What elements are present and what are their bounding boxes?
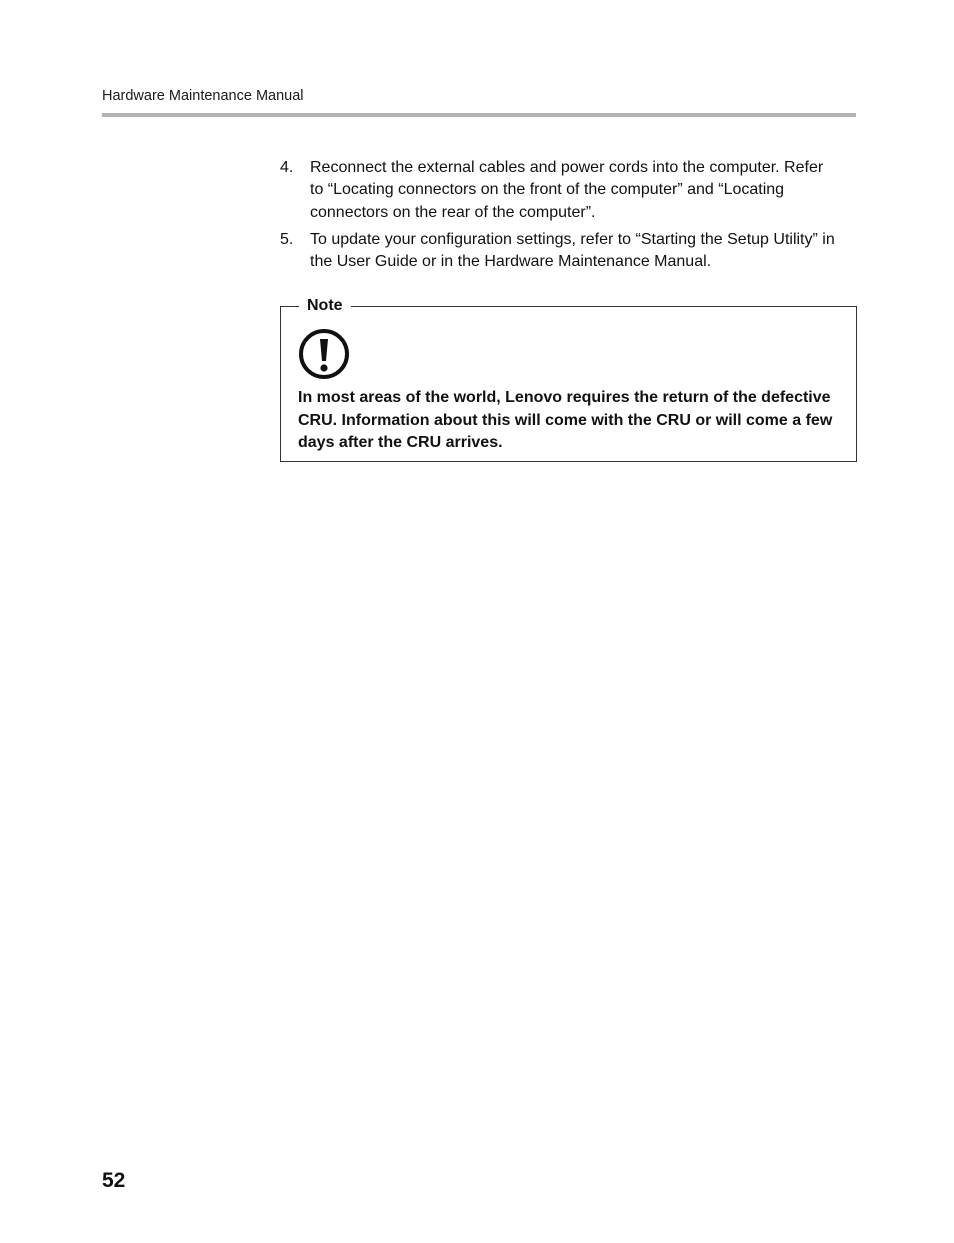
- note-label: Note: [299, 296, 351, 316]
- step-item: [280, 229, 840, 274]
- step-number: 5.: [280, 230, 294, 248]
- header-rule: [102, 113, 856, 117]
- step-item: [280, 157, 840, 224]
- running-header: Hardware Maintenance Manual: [102, 88, 304, 104]
- step-text: To update your configuration settings, refer to “Starting the Setup Utility” in the User Guide or in the Hardware Maintenance Manual.: [310, 230, 835, 271]
- exclamation-circle-icon: [298, 328, 350, 380]
- procedure-steps: [280, 157, 840, 278]
- step-text: Reconnect the external cables and power cords into the computer. Refer to “Locating connectors on the front of the computer” and “Locating connectors on the rear of the computer”.: [310, 159, 824, 221]
- note-box: [280, 297, 857, 462]
- page-number: 52: [102, 1169, 126, 1192]
- note-text: In most areas of the world, Lenovo requires the return of the defective CRU. Information about this will come with the CRU or will come a few days after the CRU arrives.: [298, 389, 833, 451]
- step-number: 4.: [280, 159, 294, 176]
